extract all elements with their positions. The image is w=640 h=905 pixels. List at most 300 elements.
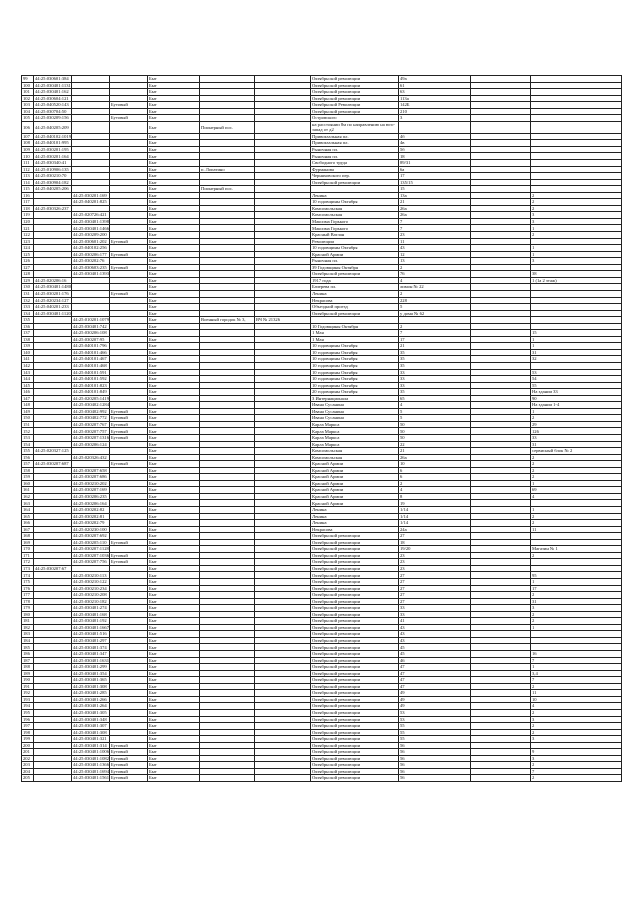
cell-house-number: 5 — [399, 415, 471, 422]
cell-house-number: 65 — [399, 395, 471, 402]
cell-cadastral-number-b: 44:25:030401:365 — [72, 677, 110, 684]
cell-row-number: 192 — [22, 690, 34, 697]
cell-cadastral-number-b: 44:25:030401:264 — [72, 703, 110, 710]
cell-street: Ивана Сусанина — [311, 408, 399, 415]
cell-row-number: 168 — [22, 533, 34, 540]
cell-row-number: 184 — [22, 637, 34, 644]
cell-room-number: 2 — [531, 775, 622, 782]
cell-purpose: Быт — [148, 775, 200, 782]
cell-street: Привокзальная пл. — [311, 140, 399, 147]
cell-street: Красной Армии — [311, 461, 399, 468]
cell-street: Ленина — [311, 520, 399, 527]
cell-street: Октябрьской революции — [311, 95, 399, 102]
cell-row-number: 185 — [22, 644, 34, 651]
cell-house-number: 33 — [399, 369, 471, 376]
cell-row-number: 144 — [22, 376, 34, 383]
cell-room-number: 17 — [531, 585, 622, 592]
cell-house-number: 43 — [399, 631, 471, 638]
cell-cadastral-number-b: 44:25:030401:168 — [72, 611, 110, 618]
cell-street: Октябрьской революции — [311, 696, 399, 703]
cell-purpose: Быт — [148, 205, 200, 212]
cell-street: Октябрьской революции — [311, 651, 399, 658]
cell-cadastral-number-b: 44:25:030401:305 — [72, 709, 110, 716]
cell-purpose: Быт — [148, 441, 200, 448]
cell-row-number: 137 — [22, 330, 34, 337]
cell-house-number: 6 — [399, 474, 471, 481]
cell-house-number: 19/20 — [399, 546, 471, 553]
cell-house-number: 1/14 — [399, 520, 471, 527]
cell-purpose: Быт — [148, 179, 200, 186]
cell-house-number: 2 — [399, 480, 471, 487]
cell-room-number: 7 — [531, 657, 622, 664]
cell-row-number: 132 — [22, 297, 34, 304]
cell-house-number: 12 — [399, 251, 471, 258]
cell-cadastral-number-b: 44:25:040101:591 — [72, 369, 110, 376]
cell-cadastral-number-a: 44:25:020327:125 — [34, 448, 72, 455]
cell-house-number: 55 — [399, 729, 471, 736]
cell-purpose: Быт — [148, 454, 200, 461]
cell-row-number: 197 — [22, 723, 34, 730]
cell-street: Рыночная пл. — [311, 153, 399, 160]
cell-street: Фурманова — [311, 166, 399, 173]
cell-street: Красной Армии — [311, 251, 399, 258]
cell-room-number: 2 — [531, 474, 622, 481]
cell-room-number: Магазин № 1 — [531, 546, 622, 553]
cell-cadastral-number-b: 44:25:030401:308 — [72, 683, 110, 690]
cell-house-number: 53 — [399, 709, 471, 716]
cell-room-number: 2 — [531, 611, 622, 618]
cell-cadastral-number-b: 44:25:030401:1393 — [73, 271, 109, 277]
cell-cadastral-number-b: 44:25:030207:757 — [72, 428, 110, 435]
cell-wall-material: Бутовый — [110, 115, 148, 122]
cell-row-number: 176 — [22, 585, 34, 592]
cell-purpose: Быт — [148, 448, 200, 455]
cell-street: 39 Годовщины Октября — [311, 264, 399, 271]
cell-street: Островского — [311, 115, 399, 122]
cell-street: Октябрьской революции — [311, 637, 399, 644]
cell-object-name — [255, 121, 311, 133]
cell-street: Карла Маркса — [311, 428, 399, 435]
cell-room-number: 1 — [531, 507, 622, 514]
cell-purpose: Быт — [148, 192, 200, 199]
cell-purpose: Быт — [148, 369, 200, 376]
cell-row-number: 153 — [22, 434, 34, 441]
cell-row-number: 204 — [22, 768, 34, 775]
cell-row-number: 189 — [22, 670, 34, 677]
cell-house-number: 43 — [399, 245, 471, 252]
cell-street: Октябрьской революции — [311, 709, 399, 716]
cell-row-number: 152 — [22, 428, 34, 435]
cell-house-number: 23 — [399, 565, 471, 572]
cell-room-number: На здании 1-4 — [531, 402, 622, 409]
cell-row-number: 124 — [22, 245, 34, 252]
cell-house-number: 23 — [399, 552, 471, 559]
cell-house-number: 33 — [399, 611, 471, 618]
cell-house-number: 24а — [399, 526, 471, 533]
cell-cadastral-number-a: 44:25:030210:70 — [34, 173, 72, 180]
cell-house-number: у дома № 62 — [399, 310, 471, 317]
cell-cadastral-number-b: 44:25:020726:421 — [72, 212, 110, 219]
cell-purpose: Быт — [148, 173, 200, 180]
table-row — [22, 768, 622, 775]
cell-street: Некрасова — [311, 526, 399, 533]
cell-purpose: Быт — [148, 513, 200, 520]
cell-room-number: 1 — [531, 579, 622, 586]
cell-purpose: Быт — [148, 605, 200, 612]
cell-house-number: 6а — [399, 166, 471, 173]
cell-row-number: 126 — [22, 258, 34, 265]
cell-house-number: 5б — [399, 146, 471, 153]
cell-purpose: Быт — [148, 76, 200, 83]
cell-street: Октябрьской революции — [311, 644, 399, 651]
cell-room-number — [531, 121, 622, 133]
cell-house-number: 19 — [399, 500, 471, 507]
cell-street: Октябрьской революции — [311, 716, 399, 723]
cell-room-number: 2 — [531, 467, 622, 474]
cell-cadastral-number-a: 44:25:030604:121 — [34, 95, 72, 102]
cell-street: Октябрьской революции — [311, 546, 399, 553]
cell-street: Октябрьской революции — [311, 742, 399, 749]
cell-house-number: 35 — [399, 349, 471, 356]
cell-cadastral-number-a: 44:25:030201:195 — [34, 146, 72, 153]
cell-street: Октябрьской революции — [311, 572, 399, 579]
cell-street: Октябрьской революции — [311, 559, 399, 566]
cell-house-number: 11 — [399, 238, 471, 245]
cell-row-number: 170 — [22, 546, 34, 553]
cell-row-number: 107 — [22, 133, 34, 140]
cell-house-number: 1/14 — [399, 513, 471, 520]
cell-room-number: 1 — [531, 245, 622, 252]
cell-room-number: 11 — [531, 690, 622, 697]
cell-row-number: 191 — [22, 683, 34, 690]
cell-row-number: 111 — [22, 160, 34, 167]
cell-house-number: 5 — [399, 304, 471, 311]
cell-street: Ленина — [311, 507, 399, 514]
table-row — [22, 415, 622, 422]
cell-street: 10 годовщины Октября — [311, 382, 399, 389]
cell-purpose: Быт — [148, 89, 200, 96]
cell-house-number: 63 — [399, 89, 471, 96]
cell-cadastral-number-b: 44:25:030401:1667 — [73, 624, 109, 630]
cell-room-number: 2 — [531, 461, 622, 468]
cell-row-number: 182 — [22, 624, 34, 631]
cell-house-number: 2 — [399, 323, 471, 330]
cell-cadastral-number-a: 44:25:010906:135 — [34, 166, 72, 173]
cell-purpose: Быт — [148, 428, 200, 435]
cell-purpose: Быт — [148, 434, 200, 441]
cell-purpose: Быт — [148, 729, 200, 736]
cell-cadastral-number-a: 44:25:040101:995 — [34, 140, 72, 147]
cell-cadastral-number-a: 44:25:030340:41 — [34, 160, 72, 167]
cell-cadastral-number-b: 44:25:030401:348 — [72, 716, 110, 723]
cell-purpose: Быт — [148, 408, 200, 415]
cell-purpose: Быт — [148, 474, 200, 481]
cell-purpose: Быт — [148, 323, 200, 330]
cell-room-number: 2 — [531, 723, 622, 730]
cell-street: 10 годовщины Октября — [311, 362, 399, 369]
cell-row-number: 122 — [22, 232, 34, 239]
cell-house-number: 89/31 — [399, 160, 471, 167]
cell-row-number: 203 — [22, 762, 34, 769]
cell-purpose: Быт — [148, 670, 200, 677]
cell-cadastral-number-b: 44:25:030401:266 — [72, 696, 110, 703]
cell-cadastral-number-a: 44:25:030401:162 — [34, 89, 72, 96]
cell-purpose: Быт — [148, 624, 200, 631]
cell-street: Красной Армии — [311, 487, 399, 494]
cell-purpose: Быт — [148, 526, 200, 533]
cell-cadastral-number-b: 44:25:030401:285 — [72, 690, 110, 697]
cell-purpose: Быт — [148, 637, 200, 644]
cell-house-number: 56 — [399, 768, 471, 775]
cell-cadastral-number-b: 44:25:030207:169 — [72, 487, 110, 494]
cell-house-number: 47 — [399, 683, 471, 690]
cell-room-number: 1 — [531, 251, 622, 258]
cell-house-number: 49 — [399, 703, 471, 710]
cell-wall-material: Бутовый — [110, 408, 148, 415]
cell-purpose: Быт — [148, 232, 200, 239]
cell-street: Максима Горького — [311, 225, 399, 232]
cell-cadastral-number-b: 44:25:030601:202 — [72, 238, 110, 245]
cell-row-number: 145 — [22, 382, 34, 389]
cell-purpose: Быт — [148, 461, 200, 468]
cell-cadastral-number-b: 44:25:020326:432 — [72, 454, 110, 461]
cell-house-number: 61 — [399, 82, 471, 89]
cell-row-number: 148 — [22, 402, 34, 409]
cell-purpose: Быт — [148, 277, 200, 284]
cell-row-number: 187 — [22, 657, 34, 664]
cell-room-number: 2 — [531, 199, 622, 206]
cell-wall-material: Бутовый — [110, 762, 148, 769]
cell-street: Октябрьской революции — [311, 598, 399, 605]
cell-street: Рыночная пл. — [311, 146, 399, 153]
cell-house-number: 26а — [399, 212, 471, 219]
cell-row-number: 196 — [22, 716, 34, 723]
cell-room-number: 2 — [531, 683, 622, 690]
cell-purpose: Быт — [148, 651, 200, 658]
cell-room-number: 4 — [531, 493, 622, 500]
cell-row-number: 174 — [22, 572, 34, 579]
cell-purpose: Быт — [148, 264, 200, 271]
cell-purpose: Быт — [148, 349, 200, 356]
cell-purpose: Быт — [148, 330, 200, 337]
cell-cadastral-number-b: 44:25:030402:992 — [72, 408, 110, 415]
cell-room-number: 1 (1а 2 этаж) — [531, 277, 622, 284]
cell-cadastral-number-b: 44:25:030206:108 — [72, 330, 110, 337]
cell-house-number: 33 — [399, 382, 471, 389]
cell-cadastral-number-b: 44:25:030402:1284 — [73, 402, 109, 408]
cell-row-number: 146 — [22, 389, 34, 396]
cell-house-number: 22 — [399, 441, 471, 448]
cell-street: Октябрьской революции — [311, 729, 399, 736]
cell-cadastral-number-b: 44:25:030401:1631 — [73, 657, 109, 663]
cell-cadastral-number-b: 44:25:030401:354 — [72, 670, 110, 677]
cell-cadastral-number-a: 44:25:030904:182 — [34, 179, 72, 186]
cell-house-number: 4 — [399, 277, 471, 284]
cell-street: 3 Интернационала — [311, 395, 399, 402]
cell-house-number: 1/14 — [399, 507, 471, 514]
cell-cadastral-number-a: 44:25:040102:1019 — [35, 133, 71, 139]
cell-row-number: 114 — [22, 179, 34, 186]
cell-row-number: 178 — [22, 598, 34, 605]
cell-cadastral-number-b: 44:25:040101:466 — [72, 349, 110, 356]
cell-room-number: 1 — [531, 664, 622, 671]
cell-house-number: 8 — [399, 493, 471, 500]
cell-cadastral-number-b: 44:25:030401:192 — [72, 618, 110, 625]
cell-street: Свободного труда — [311, 160, 399, 167]
cell-house-number: 45 — [399, 644, 471, 651]
cell-cadastral-number-b: 44:25:030401:307 — [72, 723, 110, 730]
cell-purpose: Быт — [148, 402, 200, 409]
cell-row-number: 201 — [22, 749, 34, 756]
cell-row-number: 134 — [22, 310, 34, 317]
cell-street: Карла Маркса — [311, 434, 399, 441]
cell-room-number: 1 — [531, 480, 622, 487]
cell-street: Ленина — [311, 192, 399, 199]
cell-purpose: Быт — [148, 389, 200, 396]
cell-purpose: Быт — [148, 290, 200, 297]
table-row — [22, 428, 622, 435]
cell-room-number: 2 — [531, 762, 622, 769]
cell-house-number: 49 — [399, 696, 471, 703]
cell-street: Октябрьской революции — [311, 703, 399, 710]
cell-cadastral-number-a: 44:25:040205:206 — [34, 186, 72, 193]
cell-house-number: 21 — [399, 448, 471, 455]
cell-house-number: 21 — [399, 343, 471, 350]
cell-cadastral-number-b: 44:25:030401:274 — [72, 605, 110, 612]
cell-row-number: 150 — [22, 415, 34, 422]
cell-room-number: 31 — [531, 349, 622, 356]
cell-room-number: 2 — [531, 513, 622, 520]
table-row — [22, 434, 622, 441]
cell-row-number: 200 — [22, 742, 34, 749]
cell-street: Октябрьской революции — [311, 664, 399, 671]
table-row — [22, 461, 622, 468]
cell-street: Октябрьской революции — [311, 755, 399, 762]
cell-purpose: Быт — [148, 723, 200, 730]
cell-purpose: Быт — [148, 736, 200, 743]
cell-cadastral-number-b: 44:25:030401:1694 — [73, 768, 109, 774]
cell-room-number: 3 — [531, 218, 622, 225]
cell-row-number: 113 — [22, 173, 34, 180]
cell-row-number: 104 — [22, 108, 34, 115]
cell-cadastral-number-b: 44:25:030210:182 — [72, 598, 110, 605]
cell-row-number: 177 — [22, 592, 34, 599]
cell-row-number: 100 — [22, 82, 34, 89]
cell-cadastral-number-b: 44:25:030206:124 — [72, 441, 110, 448]
cell-row-number: 123 — [22, 238, 34, 245]
cell-cadastral-number-b: 44:25:030401:321 — [72, 736, 110, 743]
cell-purpose: Быт — [148, 598, 200, 605]
cell-row-number: 147 — [22, 395, 34, 402]
cell-room-number: 126 — [531, 428, 622, 435]
cell-street: Октябрьской революции — [311, 736, 399, 743]
cell-room-number: 2 — [531, 192, 622, 199]
cell-cadastral-number-b: 44:25:030209:200 — [72, 232, 110, 239]
cell-purpose: Быт — [148, 507, 200, 514]
cell-room-number: 90 — [531, 395, 622, 402]
cell-room-number: 38 — [531, 271, 622, 278]
cell-street: Ивана Сусанина — [311, 415, 399, 422]
cell-row-number: 173 — [22, 565, 34, 572]
cell-room-number: 7 — [531, 677, 622, 684]
cell-house-number: 56 — [399, 742, 471, 749]
cell-row-number: 159 — [22, 474, 34, 481]
cell-purpose: Быт — [148, 121, 200, 133]
cell-cadastral-number-b: 44:25:030401:308 — [72, 729, 110, 736]
cell-house-number: 18 — [399, 539, 471, 546]
cell-wall-material: Бутовый — [110, 264, 148, 271]
table-row — [22, 408, 622, 415]
cell-cadastral-number-a: 44:25:030201:176 — [34, 290, 72, 297]
cell-room-number: 55 — [531, 382, 622, 389]
cell-cadastral-number-b: 44:25:030206:164 — [72, 500, 110, 507]
cell-purpose: Быт — [148, 677, 200, 684]
cell-purpose: Быт — [148, 343, 200, 350]
cell-purpose: Быт — [148, 108, 200, 115]
cell-row-number: 151 — [22, 421, 34, 428]
cell-purpose: Быт — [148, 618, 200, 625]
cell-purpose: Быт — [148, 271, 200, 278]
cell-house-number: 4б — [399, 133, 471, 140]
cell-cadastral-number-b: 44:25:030401:299 — [72, 664, 110, 671]
cell-locality: Военный городок № 3, — [200, 317, 255, 324]
registry-table — [21, 75, 622, 782]
cell-house-number: 5 — [399, 408, 471, 415]
cell-house-number: 35 — [399, 356, 471, 363]
cell-street: Красной Армии — [311, 467, 399, 474]
table-row — [22, 762, 622, 769]
cell-room-number: 2 — [531, 552, 622, 559]
cell-room-number: 2 — [531, 415, 622, 422]
cell-purpose: Быт — [148, 225, 200, 232]
cell-row-number: 205 — [22, 775, 34, 782]
cell-cadastral-number-b: 44:25:030401:314 — [72, 742, 110, 749]
cell-cadastral-number-b: 44:25:030210:234 — [72, 585, 110, 592]
cell-row-number: 169 — [22, 539, 34, 546]
cell-purpose: Быт — [148, 657, 200, 664]
cell-street: Октябрьской революции — [311, 618, 399, 625]
cell-wall-material: Бутовый — [110, 251, 148, 258]
cell-room-number: 3 — [531, 716, 622, 723]
cell-house-number: 18 — [399, 153, 471, 160]
cell-cadastral-number-b: 44:25:030401:1366 — [73, 762, 109, 768]
cell-house-number: 50 — [399, 428, 471, 435]
cell-row-number: 140 — [22, 349, 34, 356]
cell-row-number: 172 — [22, 559, 34, 566]
cell-purpose: Быт — [148, 611, 200, 618]
cell-street: Октябрьской революции — [311, 775, 399, 782]
cell-cadastral-number-b: 44:25:030207:1036 — [73, 552, 109, 558]
cell-street: Октябрьской Революции — [311, 102, 399, 109]
cell-wall-material: Бутовый — [110, 428, 148, 435]
cell-row-number: 120 — [22, 218, 34, 225]
cell-purpose: Быт — [148, 493, 200, 500]
cell-row-number: 175 — [22, 579, 34, 586]
cell-cadastral-number-b: 44:25:030207:95 — [72, 336, 110, 343]
cell-wall-material: Бутовый — [110, 290, 148, 297]
cell-row-number: 181 — [22, 618, 34, 625]
cell-wall-material: Бутовый — [110, 539, 148, 546]
cell-purpose: Быт — [148, 467, 200, 474]
cell-cadastral-number-a: 44:25:030201:164 — [34, 153, 72, 160]
cell-cadastral-number-b: 44:25:030401:1398 — [73, 219, 109, 224]
cell-row-number: 194 — [22, 703, 34, 710]
cell-locality: Пионерный пос. — [200, 186, 255, 193]
cell-house-number: 53 — [399, 716, 471, 723]
cell-street: 10 годовщины Октября — [311, 376, 399, 383]
cell-row-number: 110 — [22, 153, 34, 160]
cell-street: 10 Годовщины Октября — [311, 323, 399, 330]
